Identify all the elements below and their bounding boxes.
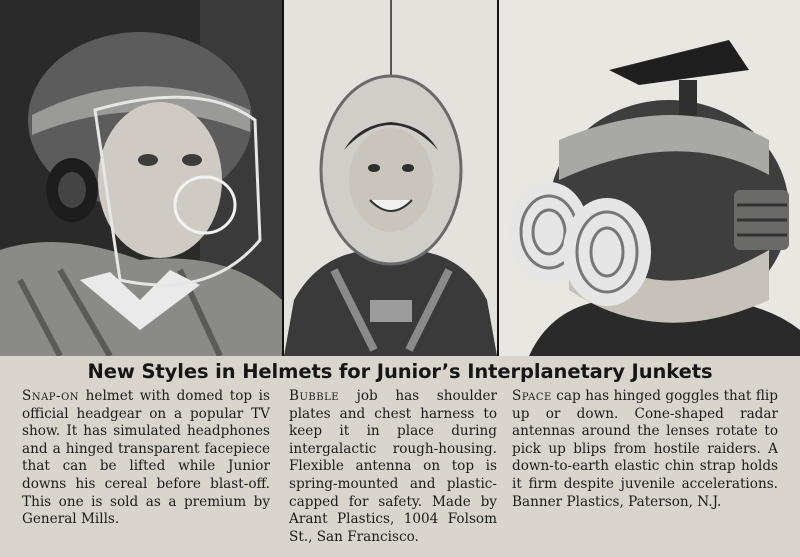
caption-text: helmet with domed top is official headgear on a popular TV show. It has simulated headphones and a hinged transparent facepiece that can be lifted while Junior downs his cereal before blast-off. This one is sold as a premium by General Mills. (22, 388, 270, 528)
caption-lead: Bubble (289, 388, 340, 404)
caption-lead: Space (512, 388, 552, 404)
photo-space-cap (499, 0, 800, 356)
caption-lead: Snap-on (22, 388, 80, 404)
photo-bubble-helmet (284, 0, 497, 356)
caption-text: job has shoulder plates and chest harness to keep it in place during intergalactic rough-housing. Flexible antenna on top is spring-mounted and plastic-capped for safety. Made by Arant Plastics, 1004 Folsom St., San Francisco. (289, 388, 497, 545)
photo-snap-on-helmet (0, 0, 282, 356)
caption-text: cap has hinged goggles that flip up or down. Cone-shaped radar antennas around the lenses rotate to pick up blips from hostile raiders. A down-to-earth elastic chin strap holds it firm despite juvenile accelerations. Banner Plastics, Paterson, N.J. (512, 388, 778, 510)
caption-column-space-cap (512, 388, 778, 511)
headline: New Styles in Helmets for Junior’s Interplanetary Junkets (87, 360, 713, 383)
caption-column-bubble (289, 388, 497, 546)
caption-column-snap-on (22, 388, 270, 529)
